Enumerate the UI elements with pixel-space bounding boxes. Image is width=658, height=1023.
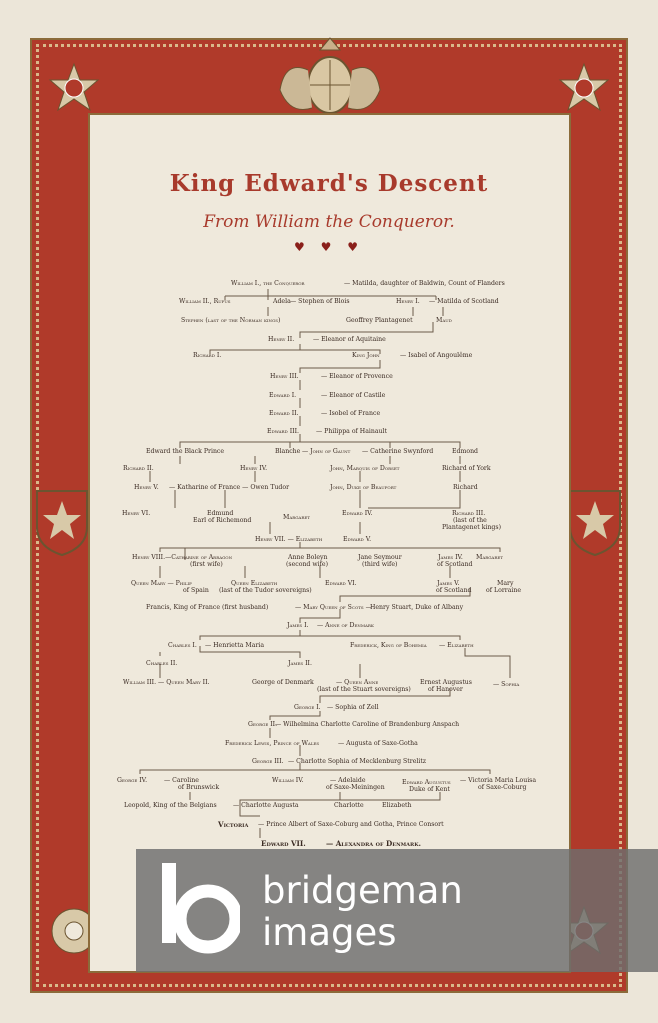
person-henry-i: Henry I. — [396, 298, 420, 305]
person-henry-v: Henry V. — [134, 484, 159, 491]
person-edward-iii: Edward III. — [267, 428, 300, 435]
person-edward-ii: Edward II. — [269, 410, 299, 417]
person-geoffrey: Geoffrey Plantagenet — [346, 317, 413, 324]
watermark-text-images: images — [262, 911, 397, 954]
person-edward-vi: Edward VI. — [325, 580, 357, 587]
spouse-caroline: — Caroline — [164, 777, 199, 784]
person-george-ii: George II. — [248, 721, 278, 728]
spouse-wilhelmina: — Wilhelmina Charlotte Caroline of Brandenburg Anspach — [275, 721, 460, 728]
person-richard-york: Richard of York — [442, 465, 491, 472]
person-james-v: James V. — [437, 580, 460, 587]
note-plantagenet: Plantagenet kings) — [442, 524, 501, 531]
spouse-albert: — Prince Albert of Saxe-Coburg and Gotha, Prince Consort — [258, 821, 444, 828]
person-king-john: King John — [352, 352, 380, 359]
title-earl-richemond: Earl of Richemond — [193, 517, 252, 524]
note-last-of: (last of the — [453, 517, 487, 524]
spouse-eleanor-castile: — Eleanor of Castile — [321, 392, 386, 399]
person-mary-queen-of-scots: — Mary Queen of Scots — — [295, 604, 372, 611]
note-of-lorraine: of Lorraine — [486, 587, 522, 594]
note-third-wife: (third wife) — [362, 561, 398, 568]
spouse-alexandra: — Alexandra of Denmark. — [326, 839, 422, 848]
person-stephen: Stephen (last of the Norman kings) — [181, 317, 281, 324]
person-anne-boleyn: Anne Boleyn — [288, 554, 328, 561]
person-richard: Richard — [453, 484, 478, 491]
spouse-anne-denmark: — Anne of Denmark — [317, 622, 374, 629]
spouse-charlotte: — Charlotte Sophia of Mecklenburg Strelitz — [288, 758, 427, 765]
person-william-ii: William II., Rufus — [179, 298, 231, 305]
person-jane-seymour: Jane Seymour — [358, 554, 402, 561]
note-of-scotland-2: of Scotland — [436, 587, 472, 594]
person-james-iv: James IV. — [438, 554, 463, 561]
person-blanche: Blanche — [275, 448, 301, 455]
person-george-iv: George IV. — [117, 777, 148, 784]
person-william-iii: William III. — Queen Mary II. — [123, 679, 210, 686]
person-william-i: William I., the Conqueror — [231, 280, 305, 287]
person-marquis-dorset: John, Marquis of Dorset — [330, 465, 400, 472]
person-elizabeth: Elizabeth — [382, 802, 412, 809]
person-edward-iv: Edward IV. — [342, 510, 373, 517]
note-of-hanover: of Hanover — [428, 686, 463, 693]
person-charlotte: Charlotte — [334, 802, 364, 809]
person-edward-i: Edward I. — [269, 392, 297, 399]
note-of-scotland: of Scotland — [437, 561, 473, 568]
person-henry-ii: Henry II. — [268, 336, 295, 343]
person-queen-anne: — Queen Anne — [336, 679, 379, 686]
person-victoria: Victoria — [218, 820, 249, 829]
spouse-swynford: — Catherine Swynford — [362, 448, 434, 455]
page-title: King Edward's Descent — [169, 170, 489, 197]
page-subtitle: From William the Conqueror. — [203, 212, 455, 232]
person-charles-i: Charles I. — [168, 642, 197, 649]
person-james-ii: James II. — [288, 660, 312, 667]
note-last-tudor: (last of the Tudor sovereigns) — [219, 587, 312, 594]
note-of-saxe-coburg: of Saxe-Coburg — [478, 784, 527, 791]
person-edmund: Edmund — [207, 510, 234, 517]
spouse-matilda-scotland: — Matilda of Scotland — [429, 298, 499, 305]
person-maud: Maud — [436, 317, 452, 324]
spouse-victoria-maria-louisa: — Victoria Maria Louisa — [460, 777, 537, 784]
person-francis: Francis, King of France (first husband) — [146, 604, 269, 611]
watermark-banner — [136, 849, 658, 972]
person-frederick-lewis: Frederick Lewis, Prince of Wales — [225, 740, 320, 747]
person-henry-vii: Henry VII. — Elizabeth — [255, 536, 323, 543]
person-black-prince: Edward the Black Prince — [146, 448, 225, 455]
spouse-darnley: Henry Stuart, Duke of Albany — [370, 604, 464, 611]
spouse-sophia: — Sophia — [493, 681, 520, 688]
spouse-isobel-france: — Isobel of France — [321, 410, 381, 417]
spouse-philippa: — Philippa of Hainault — [316, 428, 387, 435]
spouse-adelaide: — Adelaide — [330, 777, 366, 784]
note-of-spain: of Spain — [183, 587, 209, 594]
spouse-charlotte-augusta: — Charlotte Augusta — [233, 802, 299, 809]
spouse-elizabeth-bohemia: — Elizabeth — [439, 642, 474, 649]
spouse-eleanor-provence: — Eleanor of Provence — [321, 373, 393, 380]
person-margaret-tudor: Margaret — [476, 554, 503, 561]
bridgeman-b-logo-icon — [162, 863, 240, 959]
spouse-eleanor-aquitaine: — Eleanor of Aquitaine — [313, 336, 386, 343]
person-margaret-beaufort: Margaret — [283, 514, 310, 521]
spouse-henrietta: — Henrietta Maria — [205, 642, 265, 649]
person-mary-lorraine: Mary — [497, 580, 514, 587]
watermark-text-bridgeman: bridgeman — [262, 869, 463, 912]
spouse-augusta: — Augusta of Saxe-Gotha — [338, 740, 418, 747]
person-richard-iii: Richard III. — [452, 510, 486, 517]
heart-ornament: ♥ ♥ ♥ — [294, 240, 364, 254]
person-henry-iii: Henry III. — [270, 373, 299, 380]
person-henry-iv: Henry IV. — [240, 465, 268, 472]
person-george-denmark: George of Denmark — [252, 679, 314, 686]
spouse-matilda: — Matilda, daughter of Baldwin, Count of Flanders — [344, 280, 505, 287]
person-queen-mary: Queen Mary — Philip — [131, 580, 192, 587]
note-of-saxe-meiningen: of Saxe-Meiningen — [326, 784, 385, 791]
person-henry-vi: Henry VI. — [122, 510, 151, 517]
note-second-wife: (second wife) — [286, 561, 328, 568]
spouse-stephen-blois: — Stephen of Blois — [290, 298, 350, 305]
note-duke-of-kent: Duke of Kent — [409, 786, 450, 793]
person-frederick: Frederick, King of Bohemia — [350, 642, 427, 649]
person-william-iv: William IV. — [272, 777, 304, 784]
person-henry-viii: Henry VIII.—Catharine of Arragon — [132, 554, 233, 561]
person-richard-i: Richard I. — [193, 352, 222, 359]
person-james-i: James I. — [287, 622, 309, 629]
person-john-of-gaunt: — John of Gaunt — [302, 448, 351, 455]
person-queen-elizabeth: Queen Elizabeth — [231, 580, 278, 587]
person-richard-ii: Richard II. — [123, 465, 154, 472]
person-edward-augustus: Edward Augustus — [402, 779, 451, 786]
person-edward-vii: Edward VII. — [261, 839, 306, 848]
note-of-brunswick: of Brunswick — [178, 784, 220, 791]
note-first-wife: (first wife) — [190, 561, 223, 568]
person-ernest-augustus: Ernest Augustus — [420, 679, 472, 686]
person-edward-v: Edward V. — [343, 536, 372, 543]
spouse-sophia-zell: — Sophia of Zell — [327, 704, 379, 711]
person-adela: Adela — [273, 298, 291, 305]
spouse-katharine-owen: — Katharine of France — Owen Tudor — [169, 484, 290, 491]
person-duke-beaufort: John, Duke of Beaufort — [330, 484, 397, 491]
person-george-iii: George III. — [252, 758, 284, 765]
person-charles-ii: Charles II. — [146, 660, 178, 667]
person-leopold: Leopold, King of the Belgians — [124, 802, 217, 809]
note-last-stuart: (last of the Stuart sovereigns) — [317, 686, 411, 693]
person-george-i: George I. — [294, 704, 321, 711]
spouse-isabel-angouleme: — Isabel of Angoulême — [400, 352, 473, 359]
person-edmond: Edmond — [452, 448, 479, 455]
